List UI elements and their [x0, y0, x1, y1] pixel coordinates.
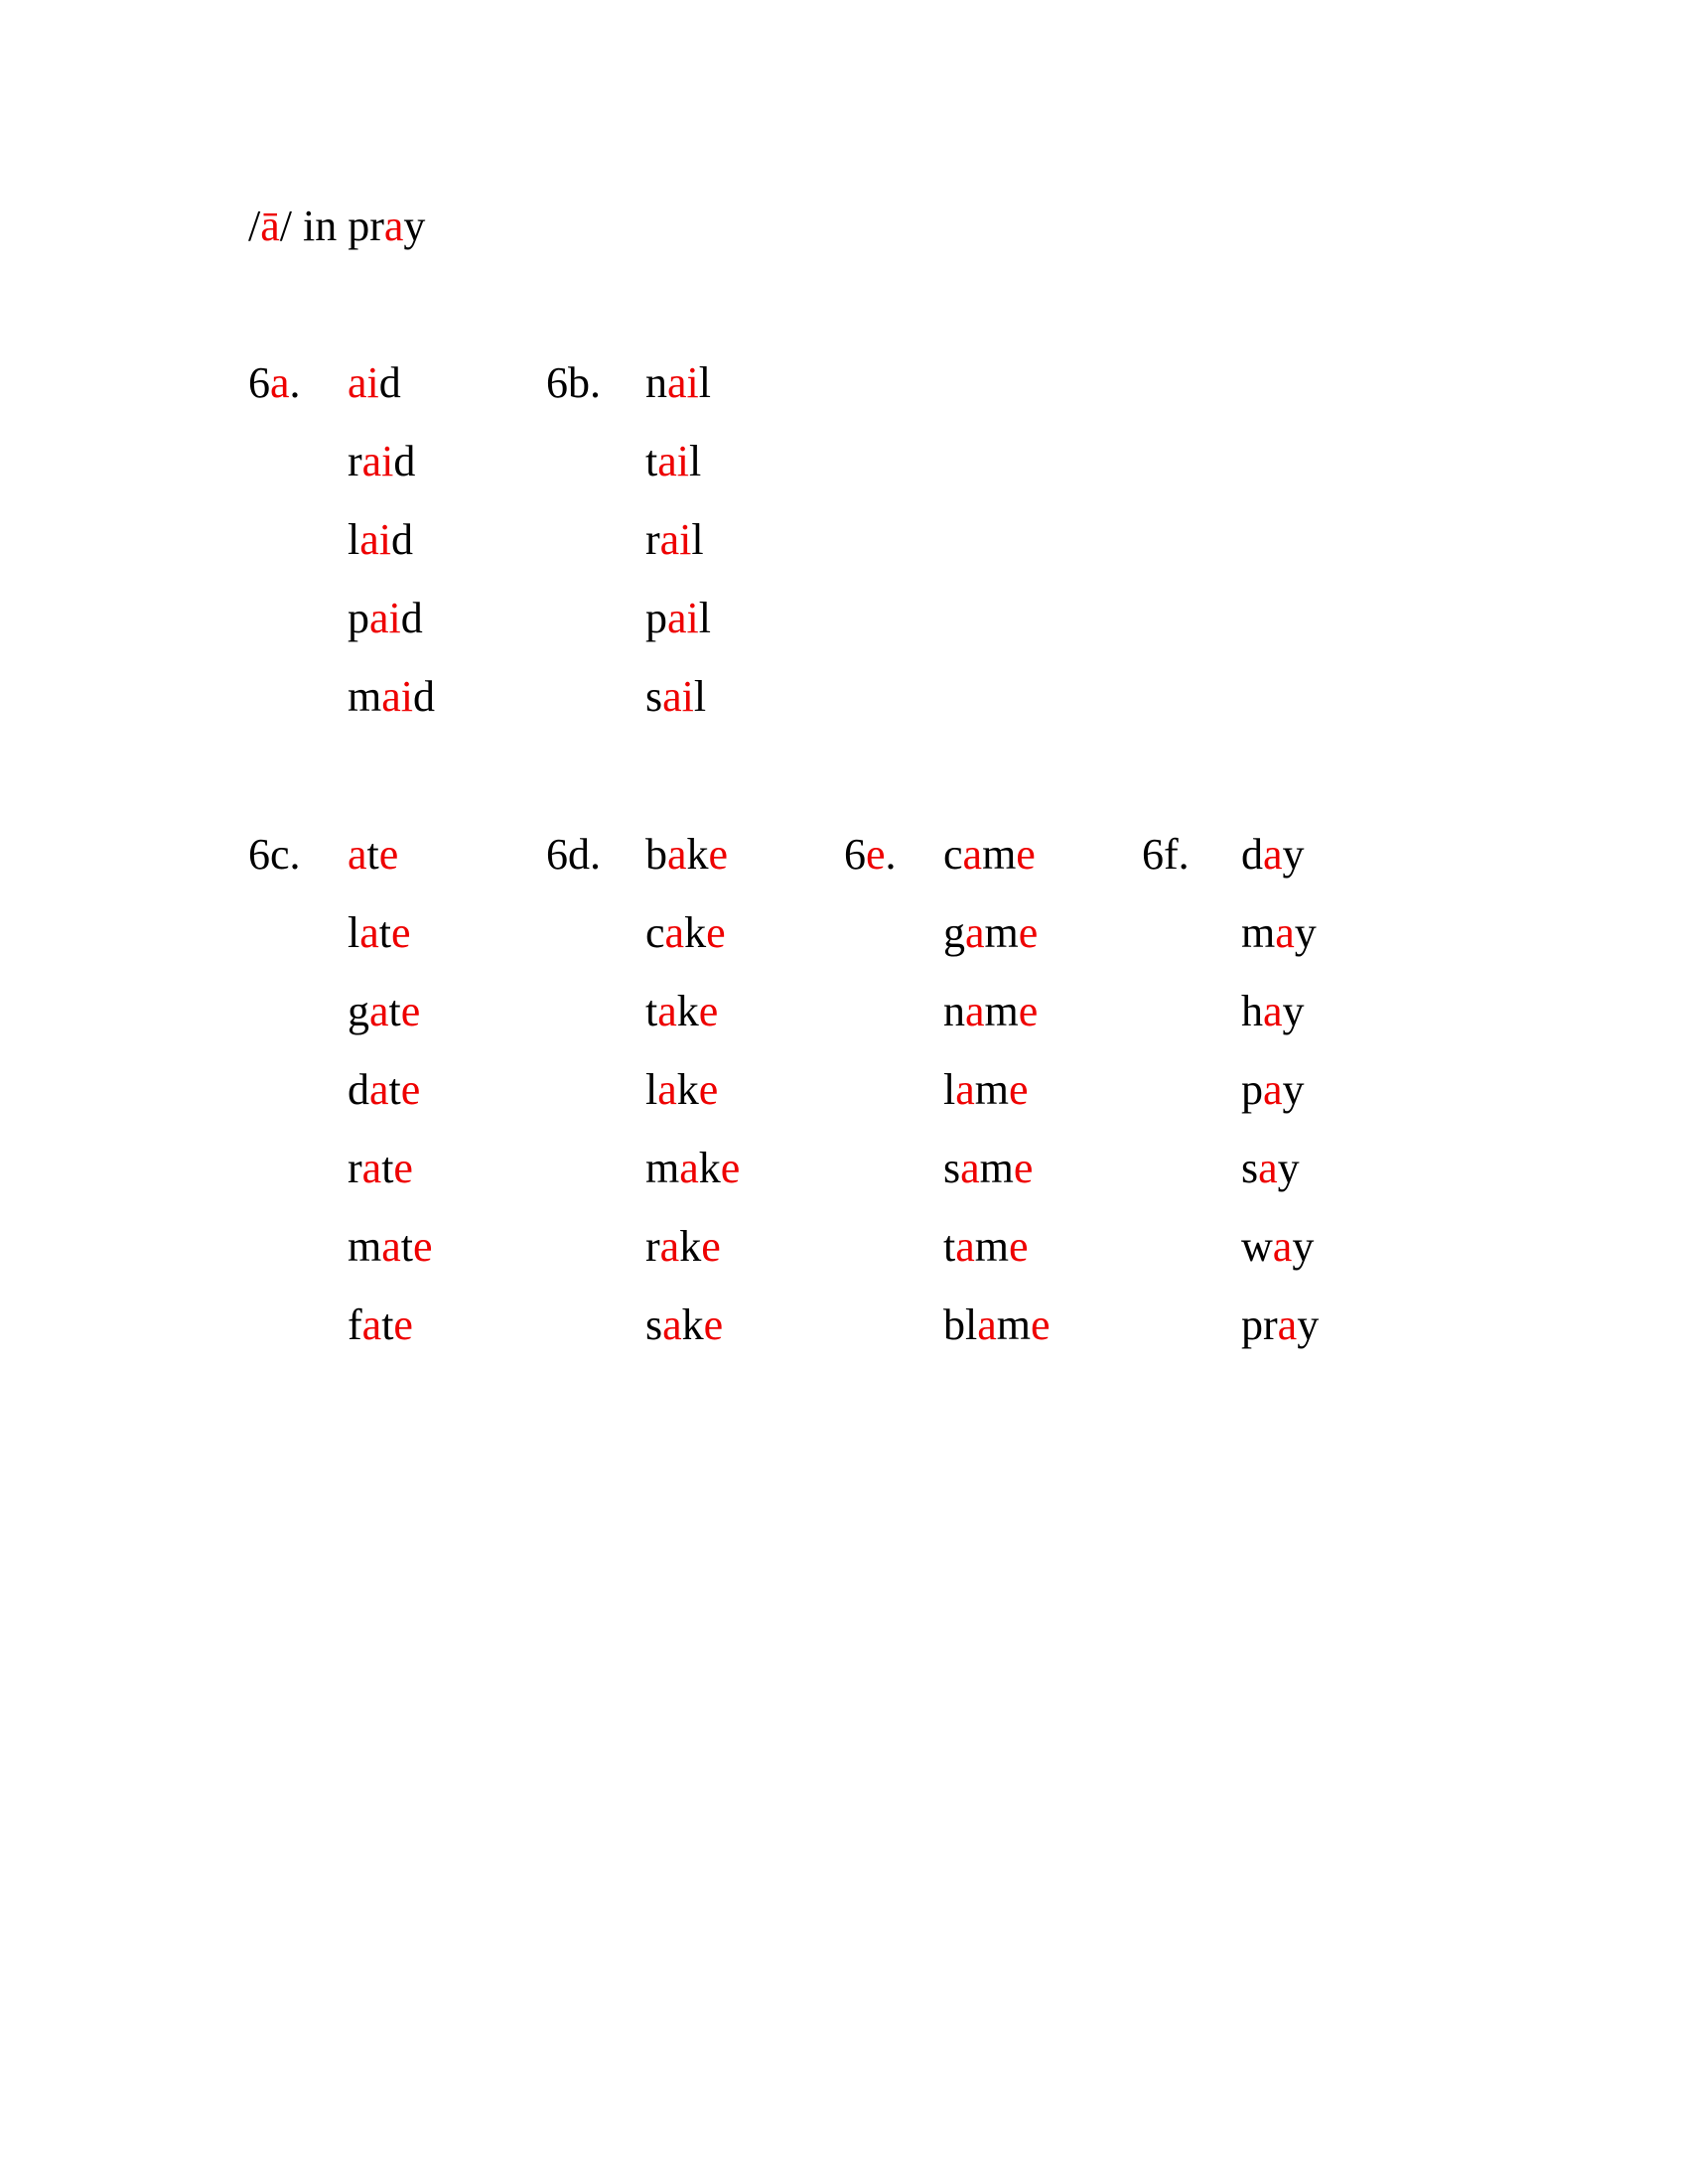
plain-letters: s: [645, 672, 663, 721]
word-item: [645, 827, 740, 905]
word-item: [943, 1297, 1051, 1376]
page-title-text: [248, 202, 425, 250]
plain-letters: k: [684, 908, 707, 957]
plain-letters: l: [943, 1065, 956, 1114]
word-list: [348, 355, 435, 748]
plain-letters: d: [348, 1065, 369, 1114]
group-label: [248, 355, 301, 411]
plain-letters: d: [378, 358, 401, 407]
plain-letters: y: [1282, 987, 1305, 1035]
plain-letters: s: [645, 1300, 663, 1349]
highlighted-letters: ai: [667, 358, 699, 407]
highlighted-letters: e: [1009, 1065, 1029, 1114]
plain-letters: m: [348, 672, 382, 721]
highlighted-letters: e: [378, 830, 399, 879]
plain-letters: y: [1282, 1065, 1305, 1114]
highlighted-letters: a: [369, 1065, 389, 1114]
highlighted-letters: a: [1272, 1222, 1293, 1271]
plain-letters: m: [974, 1065, 1009, 1114]
word-item: [348, 827, 433, 905]
plain-letters: r: [645, 515, 660, 564]
plain-letters: 6: [248, 358, 270, 407]
plain-letters: bl: [943, 1300, 978, 1349]
word-item: [348, 591, 435, 669]
highlighted-letters: a: [960, 1144, 980, 1192]
highlighted-letters: a: [1263, 1065, 1283, 1114]
plain-letters: n: [645, 358, 667, 407]
highlighted-letters: a: [664, 908, 685, 957]
word-item: [645, 355, 711, 434]
plain-letters: s: [1241, 1144, 1259, 1192]
word-item: [348, 1297, 433, 1376]
plain-letters: t: [645, 987, 658, 1035]
plain-letters: m: [974, 1222, 1009, 1271]
page-title: [248, 199, 425, 254]
word-item: [645, 1219, 740, 1297]
plain-letters: .: [289, 358, 301, 407]
group-label: [844, 827, 897, 883]
group-label: [546, 355, 601, 411]
highlighted-letters: a: [667, 830, 687, 879]
highlighted-letters: ai: [361, 437, 394, 485]
word-item: [348, 1219, 433, 1297]
word-item: [348, 1141, 433, 1219]
plain-letters: m: [645, 1144, 680, 1192]
plain-letters: f: [348, 1300, 362, 1349]
highlighted-letters: ai: [662, 672, 694, 721]
plain-letters: d: [391, 515, 413, 564]
highlighted-letters: e: [1018, 908, 1039, 957]
highlighted-letters: ai: [348, 358, 379, 407]
word-list: [348, 827, 433, 1376]
highlighted-letters: e: [1031, 1300, 1051, 1349]
highlighted-letters: a: [977, 1300, 997, 1349]
word-item: [1241, 905, 1319, 984]
plain-letters: k: [679, 1222, 702, 1271]
word-item: [348, 984, 433, 1062]
plain-letters: k: [676, 1065, 699, 1114]
plain-letters: y: [1294, 908, 1317, 957]
word-item: [645, 1062, 740, 1141]
plain-letters: t: [645, 437, 658, 485]
plain-letters: d: [413, 672, 435, 721]
plain-letters: m: [984, 908, 1019, 957]
highlighted-letters: e: [400, 1065, 421, 1114]
word-item: [348, 355, 435, 434]
plain-letters: l: [645, 1065, 658, 1114]
word-item: [645, 984, 740, 1062]
highlighted-letters: a: [1263, 987, 1283, 1035]
word-item: [1241, 1141, 1319, 1219]
word-list: [1241, 827, 1319, 1376]
highlighted-letters: a: [657, 1065, 677, 1114]
word-item: [645, 512, 711, 591]
highlighted-letters: ai: [667, 594, 699, 642]
plain-letters: .: [885, 830, 897, 879]
highlighted-letters: a: [369, 987, 389, 1035]
plain-letters: w: [1241, 1222, 1273, 1271]
word-item: [645, 591, 711, 669]
word-item: [943, 1219, 1051, 1297]
word-item: [943, 1141, 1051, 1219]
highlighted-letters: e: [720, 1144, 741, 1192]
plain-letters: pr: [1241, 1300, 1278, 1349]
plain-letters: y: [1282, 830, 1305, 879]
plain-letters: y: [1292, 1222, 1315, 1271]
word-list: [943, 827, 1051, 1376]
highlighted-letters: ai: [369, 594, 401, 642]
plain-letters: y: [403, 202, 426, 250]
plain-letters: r: [348, 1144, 362, 1192]
group-label: [1142, 827, 1190, 883]
plain-letters: m: [979, 1144, 1014, 1192]
word-item: [943, 827, 1051, 905]
highlighted-letters: a: [348, 830, 367, 879]
highlighted-letters: e: [391, 908, 411, 957]
highlighted-letters: a: [662, 1300, 682, 1349]
highlighted-letters: e: [708, 830, 729, 879]
highlighted-letters: e: [1016, 830, 1036, 879]
highlighted-letters: ai: [657, 437, 689, 485]
plain-letters: p: [348, 594, 369, 642]
highlighted-letters: a: [965, 987, 985, 1035]
plain-letters: m: [982, 830, 1017, 879]
word-item: [943, 984, 1051, 1062]
plain-letters: l: [689, 437, 702, 485]
group-label: [248, 827, 301, 883]
plain-letters: t: [378, 908, 391, 957]
plain-letters: l: [698, 358, 711, 407]
plain-letters: c: [943, 830, 963, 879]
highlighted-letters: e: [1018, 987, 1039, 1035]
plain-letters: l: [693, 672, 707, 721]
plain-letters: p: [1241, 1065, 1263, 1114]
plain-letters: k: [698, 1144, 721, 1192]
highlighted-letters: ā: [260, 202, 280, 250]
highlighted-letters: e: [400, 987, 421, 1035]
highlighted-letters: e: [393, 1300, 413, 1349]
plain-letters: s: [943, 1144, 961, 1192]
plain-letters: t: [366, 830, 379, 879]
plain-letters: c: [645, 908, 665, 957]
plain-letters: 6: [844, 830, 866, 879]
group-label: [546, 827, 601, 883]
plain-letters: g: [348, 987, 369, 1035]
highlighted-letters: a: [1277, 1300, 1298, 1349]
highlighted-letters: ai: [359, 515, 391, 564]
word-item: [1241, 984, 1319, 1062]
word-item: [1241, 1219, 1319, 1297]
word-item: [645, 434, 711, 512]
highlighted-letters: e: [701, 1222, 721, 1271]
highlighted-letters: a: [955, 1222, 975, 1271]
plain-letters: d: [400, 594, 423, 642]
highlighted-letters: e: [1013, 1144, 1034, 1192]
highlighted-letters: a: [1275, 908, 1295, 957]
plain-letters: y: [1297, 1300, 1320, 1349]
plain-letters: 6f.: [1142, 830, 1190, 879]
word-item: [348, 1062, 433, 1141]
highlighted-letters: a: [381, 1222, 401, 1271]
highlighted-letters: e: [393, 1144, 413, 1192]
plain-letters: k: [676, 987, 699, 1035]
plain-letters: k: [681, 1300, 704, 1349]
plain-letters: y: [1277, 1144, 1300, 1192]
word-item: [943, 1062, 1051, 1141]
highlighted-letters: a: [955, 1065, 975, 1114]
highlighted-letters: ai: [381, 672, 413, 721]
highlighted-letters: e: [706, 908, 726, 957]
highlighted-letters: ai: [659, 515, 692, 564]
word-item: [1241, 1062, 1319, 1141]
plain-letters: 6d.: [546, 830, 601, 879]
word-item: [348, 905, 433, 984]
plain-letters: / in pr: [279, 202, 384, 250]
highlighted-letters: a: [361, 1300, 382, 1349]
plain-letters: g: [943, 908, 965, 957]
word-item: [645, 1141, 740, 1219]
plain-letters: t: [400, 1222, 413, 1271]
plain-letters: t: [388, 987, 401, 1035]
plain-letters: d: [1241, 830, 1263, 879]
word-item: [1241, 827, 1319, 905]
highlighted-letters: a: [657, 987, 677, 1035]
plain-letters: l: [698, 594, 711, 642]
highlighted-letters: a: [679, 1144, 699, 1192]
plain-letters: b: [645, 830, 667, 879]
word-list: [645, 355, 711, 748]
word-list: [645, 827, 740, 1376]
plain-letters: l: [348, 515, 360, 564]
plain-letters: t: [381, 1300, 394, 1349]
highlighted-letters: a: [659, 1222, 680, 1271]
plain-letters: d: [393, 437, 416, 485]
highlighted-letters: a: [1263, 830, 1283, 879]
highlighted-letters: a: [361, 1144, 382, 1192]
plain-letters: t: [943, 1222, 956, 1271]
word-item: [348, 512, 435, 591]
highlighted-letters: a: [962, 830, 983, 879]
highlighted-letters: a: [965, 908, 985, 957]
plain-letters: t: [388, 1065, 401, 1114]
word-item: [943, 905, 1051, 984]
plain-letters: t: [381, 1144, 394, 1192]
plain-letters: m: [1241, 908, 1276, 957]
plain-letters: h: [1241, 987, 1263, 1035]
word-item: [348, 669, 435, 748]
word-item: [348, 434, 435, 512]
word-item: [645, 669, 711, 748]
highlighted-letters: e: [413, 1222, 433, 1271]
plain-letters: l: [348, 908, 360, 957]
plain-letters: r: [348, 437, 362, 485]
highlighted-letters: a: [383, 202, 404, 250]
plain-letters: m: [348, 1222, 382, 1271]
plain-letters: 6b.: [546, 358, 601, 407]
word-item: [1241, 1297, 1319, 1376]
plain-letters: p: [645, 594, 667, 642]
highlighted-letters: e: [698, 987, 719, 1035]
highlighted-letters: a: [1258, 1144, 1278, 1192]
plain-letters: m: [996, 1300, 1031, 1349]
highlighted-letters: e: [698, 1065, 719, 1114]
plain-letters: m: [984, 987, 1019, 1035]
highlighted-letters: a: [359, 908, 379, 957]
plain-letters: k: [686, 830, 709, 879]
word-item: [645, 905, 740, 984]
highlighted-letters: a: [270, 358, 290, 407]
highlighted-letters: e: [703, 1300, 724, 1349]
plain-letters: l: [691, 515, 704, 564]
plain-letters: 6c.: [248, 830, 301, 879]
plain-letters: /: [248, 202, 261, 250]
word-item: [645, 1297, 740, 1376]
highlighted-letters: e: [866, 830, 886, 879]
highlighted-letters: e: [1009, 1222, 1029, 1271]
plain-letters: r: [645, 1222, 660, 1271]
plain-letters: n: [943, 987, 965, 1035]
